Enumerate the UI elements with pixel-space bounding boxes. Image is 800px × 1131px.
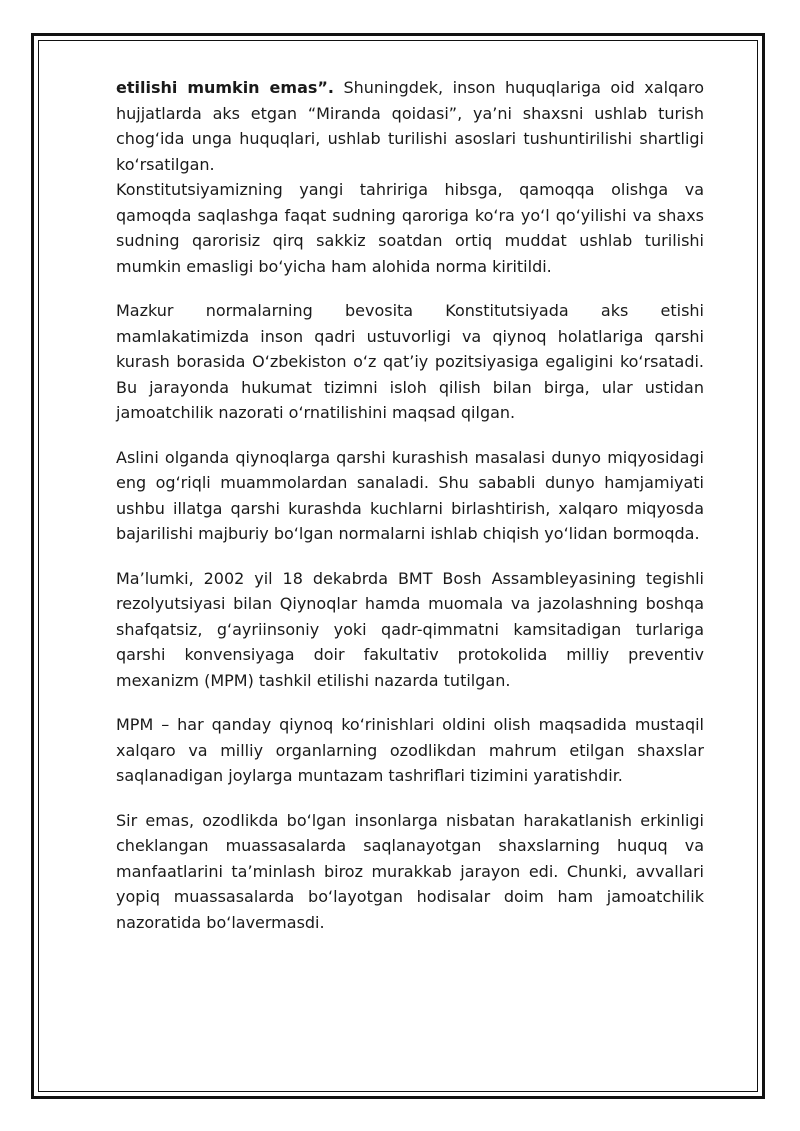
paragraph-1-continuation: Konstitutsiyamizning yangi tahririga hibsga, qamoqqa olishga va qamoqda saqlashga faqat sudning qaroriga ko‘ra yo‘l qo‘yilishi va shaxs sudning qarorisiz qirq sakkiz soatdan ortiq muddat ushlab turilishi mumkin emasligi bo‘yicha ham alohida norma kiritildi. bbox=[116, 180, 704, 276]
paragraph-6: Sir emas, ozodlikda bo‘lgan insonlarga nisbatan harakatlanish erkinligi cheklangan muassasalarda saqlanayotgan shaxslarning huquq va manfaatlarini ta’minlash biroz murakkab jarayon edi. Chunki, avvallari yopiq muassasalarda bo‘layotgan hodisalar doim ham jamoatchilik nazoratida bo‘lavermasdi. bbox=[116, 810, 704, 932]
paragraph-1-bold-lead: etilishi mumkin emas”. bbox=[116, 78, 334, 97]
document-body bbox=[116, 75, 704, 954]
paragraph-1-text: Shuningdek, inson huquqlariga oid xalqaro hujjatlarda aks etgan “Miranda qoidasi”, ya’ni shaxsni ushlab turish chog‘ida unga huquqlari, ushlab turilishi asoslari tushuntirilishi shartligi ko‘rsatilgan. bbox=[116, 78, 704, 174]
paragraph-2: Mazkur normalarning bevosita Konstitutsiyada aks etishi mamlakatimizda inson qadri ustuvorligi va qiynoq holatlariga qarshi kurash borasida O‘zbekiston o‘z qat’iy pozitsiyasiga egaligini ko‘rsatadi. Bu jarayonda hukumat tizimni isloh qilish bilan birga, ular ustidan jamoatchilik nazorati o‘rnatilishini maqsad qilgan. bbox=[116, 301, 704, 422]
paragraph-4: Ma’lumki, 2002 yil 18 dekabrda BMT Bosh Assambleyasining tegishli rezolyutsiyasi bilan Qiynoqlar hamda muomala va jazolashning boshqa shafqatsiz, g‘ayriinsoniy yoki qadr-qimmatni kamsitadigan turlariga qarshi konvensiyaga doir fakultativ protokolida milliy preventiv mexanizm (MPM) tashkil etilishi nazarda tutilgan. bbox=[116, 568, 704, 690]
paragraph-3: Aslini olganda qiynoqlarga qarshi kurashish masalasi dunyo miqyosidagi eng og‘riqli muammolardan sanaladi. Shu sababli dunyo hamjamiyati ushbu illatga qarshi kurashda kuchlarni birlashtirish, xalqaro miqyosda bajarilishi majburiy bo‘lgan normalarni ishlab chiqish yo‘lidan bormoqda. bbox=[116, 447, 704, 543]
paragraph-5: MPM – har qanday qiynoq ko‘rinishlari oldini olish maqsadida mustaqil xalqaro va milliy organlarning ozodlikdan mahrum etilgan shaxslar saqlanadigan joylarga muntazam tashriflari tizimini yaratishdir. bbox=[116, 715, 704, 785]
paragraph-1 bbox=[116, 75, 704, 279]
